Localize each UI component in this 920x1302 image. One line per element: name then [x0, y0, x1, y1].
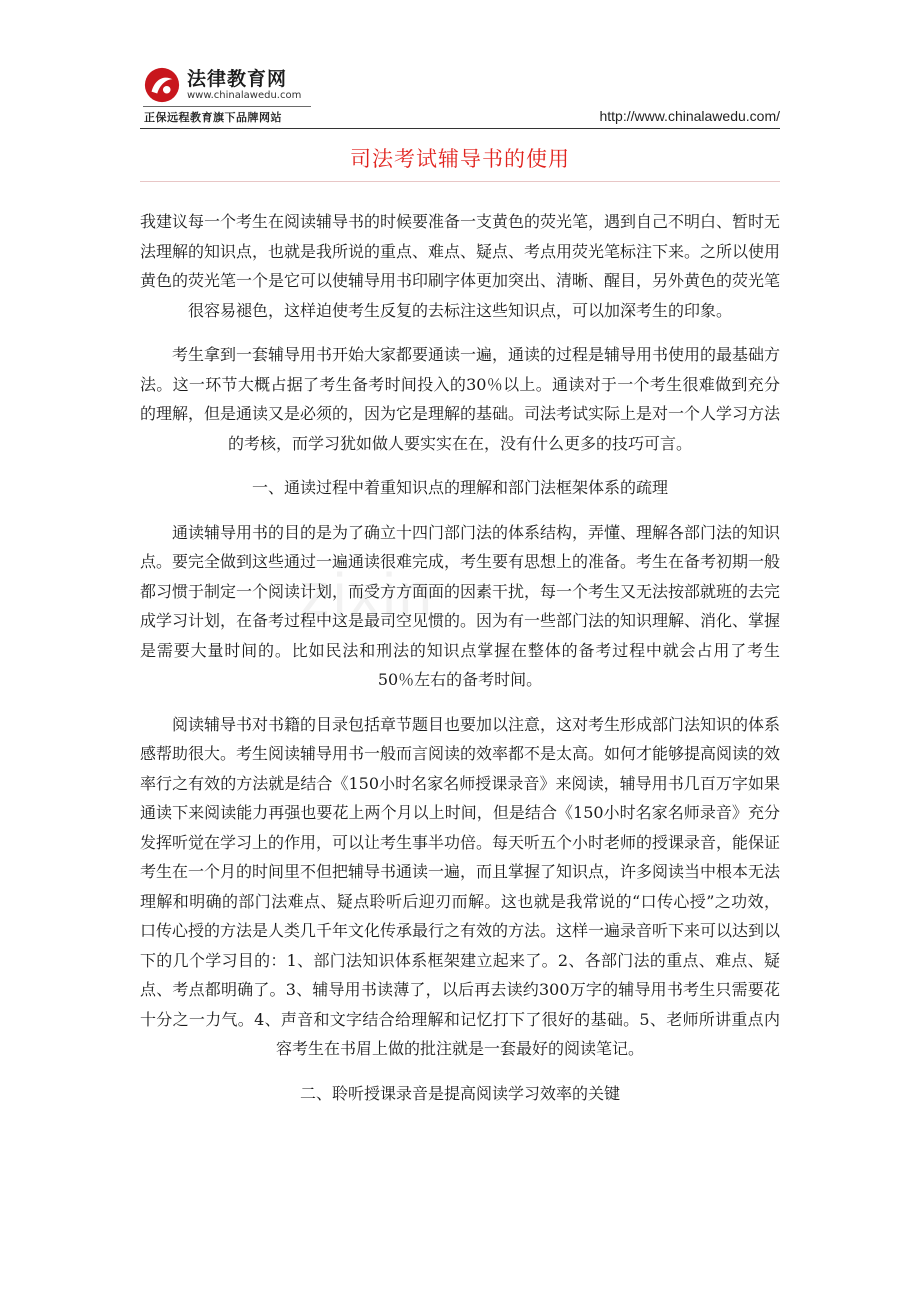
site-url-link[interactable]: http://www.chinalawedu.com/ [599, 108, 780, 124]
paragraph-intro: 我建议每一个考生在阅读辅导书的时候要准备一支黄色的荧光笔，遇到自己不明白、暂时无法理解的知识点，也就是我所说的重点、难点、疑点、考点用荧光笔标注下来。之所以使用黄色的荧光笔一个是它可以使辅导用书印刷字体更加突出、清晰、醒目，另外黄色的荧光笔很容易褪色，这样迫使考生反复的去标注这些知识点，可以加深考生的印象。 [140, 212, 781, 320]
logo-name: 法律教育网 [187, 68, 288, 90]
paragraph-catalog: 阅读辅导书对书籍的目录包括章节题目也要加以注意，这对考生形成部门法知识的体系感帮助很大。考生阅读辅导用书一般而言阅读的效率都不是太高。如何才能够提高阅读的效率行之有效的方法就是结合《150小时名家名师授课录音》来阅读，辅导用书几百万字如果通读下来阅读能力再强也要花上两个月以上时间，但是结合《150小时名家名师录音》充分发挥听觉在学习上的作用，可以让考生事半功倍。每天听五个小时老师的授课录音，能保证考生在一个月的时间里不但把辅导书通读一遍，而且掌握了知识点，许多阅读当中根本无法理解和明确的部门法难点、疑点聆听后迎刃而解。这也就是我常说的“口传心授”之功效，口传心授的方法是人类几千年文化传承最行之有效的方法。这样一遍录音听下来可以达到以下的几个学习目的：1、部门法知识体系框架建立起来了。2、各部门法的重点、难点、疑点、考点都明确了。3、辅导用书读薄了，以后再去读约300万字的辅导用书考生只需要花十分之一力气。4、声音和文字结合给理解和记忆打下了很好的基础。5、老师所讲重点内容考生在书眉上做的批注就是一套最好的阅读笔记。 [140, 714, 781, 1058]
page-header [0, 0, 920, 140]
logo-slogan: 正保远程教育旗下品牌网站 [144, 111, 282, 124]
watermark: zixin [300, 561, 436, 628]
document-body [140, 207, 780, 1108]
logo-divider [143, 106, 311, 107]
header-divider [140, 128, 780, 129]
paragraph-purpose: 通读辅导用书的目的是为了确立十四门部门法的体系结构，弄懂、理解各部门法的知识点。要完全做到这些通过一遍通读很难完成，考生要有思想上的准备。考生在备考初期一般都习惯于制定一个阅读计划，而受方方面面的因素干扰，每一个考生又无法按部就班的去完成学习计划，在备考过程中这是最司空见惯的。因为有一些部门法的知识理解、消化、掌握是需要大量时间的。比如民法和刑法的知识点掌握在整体的备考过程中就会占用了考生50％左右的备考时间。 [140, 522, 781, 689]
logo-emblem-icon [143, 66, 181, 104]
document-title: 司法考试辅导书的使用 [350, 147, 570, 171]
section-heading-1: 一、通读过程中着重知识点的理解和部门法框架体系的疏理 [251, 478, 668, 497]
logo-domain: www.chinalawedu.com [187, 90, 302, 101]
section-heading-2: 二、聆听授课录音是提高阅读学习效率的关键 [299, 1083, 620, 1103]
paragraph-read-through: 考生拿到一套辅导用书开始大家都要通读一遍，通读的过程是辅导用书使用的最基础方法。这一环节大概占据了考生备考时间投入的30％以上。通读对于一个考生很难做到充分的理解，但是通读又是必须的，因为它是理解的基础。司法考试实际上是对一个人学习方法的考核，而学习犹如做人要实实在在，没有什么更多的技巧可言。 [140, 345, 781, 453]
site-logo[interactable] [143, 62, 315, 124]
title-divider [140, 181, 780, 182]
